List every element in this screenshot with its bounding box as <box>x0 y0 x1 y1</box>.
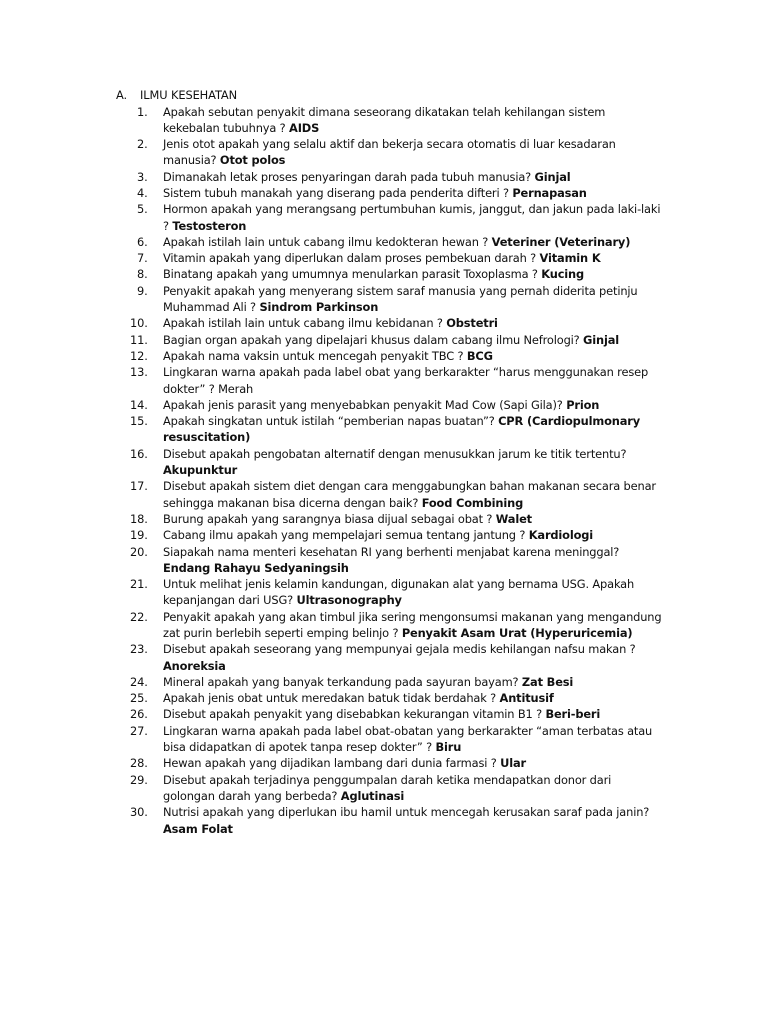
question-segment: Disebut apakah pengobatan alternatif dengan menusukkan jarum ke titik tertentu? <box>163 446 627 461</box>
question-segment: ? <box>163 218 173 233</box>
question-line <box>163 690 682 706</box>
question-number: 14. <box>130 397 148 412</box>
question-item <box>137 266 682 282</box>
question-segment: Hormon apakah yang merangsang pertumbuhan kumis, janggut, dan jakun pada laki-laki <box>163 202 661 217</box>
question-number: 13. <box>130 365 148 380</box>
question-item <box>137 136 682 169</box>
question-number: 1. <box>137 104 148 119</box>
question-item <box>137 201 682 234</box>
question-segment: Disebut apakah penyakit yang disebabkan kekurangan vitamin B1 ? <box>163 707 546 722</box>
question-number: 28. <box>130 756 148 771</box>
question-segment: zat purin berlebih seperti emping belinjo ? <box>163 626 402 640</box>
question-line <box>163 821 682 837</box>
question-line <box>163 511 682 527</box>
question-line <box>163 201 682 217</box>
question-item <box>130 348 682 364</box>
question-text <box>163 364 682 397</box>
question-line <box>163 299 682 315</box>
question-number: 30. <box>130 805 148 820</box>
answer-text: Penyakit Asam Urat (Hyperuricemia) <box>401 626 633 640</box>
question-line <box>163 283 682 299</box>
question-number: 27. <box>130 723 148 738</box>
question-line <box>163 266 682 282</box>
question-text <box>163 804 682 837</box>
question-line <box>163 625 682 641</box>
question-segment: Apakah jenis parasit yang menyebabkan penyakit Mad Cow (Sapi Gila)? <box>163 397 567 412</box>
question-number: 25. <box>130 691 148 706</box>
answer-text: Testosteron <box>172 218 247 233</box>
question-item <box>130 772 682 805</box>
section-heading <box>116 87 237 103</box>
question-text <box>163 527 682 543</box>
question-text <box>163 478 682 511</box>
answer-text: Kardiologi <box>528 528 594 543</box>
question-segment: Apakah istilah lain untuk cabang ilmu kebidanan ? <box>163 316 447 331</box>
question-segment: golongan darah yang berbeda? <box>163 788 341 803</box>
question-segment: Burung apakah yang sarangnya biasa dijual sebagai obat ? <box>163 511 496 526</box>
question-item <box>130 706 682 722</box>
question-item <box>130 315 682 331</box>
section-title: ILMU KESEHATAN <box>140 88 238 102</box>
question-line <box>163 250 682 266</box>
question-item <box>137 169 682 185</box>
answer-text: Ginjal <box>534 169 571 184</box>
question-line <box>163 804 682 820</box>
question-item <box>137 104 682 137</box>
answer-text: Otot polos <box>219 153 286 168</box>
question-number: 15. <box>130 414 148 429</box>
answer-text: Biru <box>435 740 462 755</box>
answer-text: Ular <box>500 756 526 771</box>
question-number: 21. <box>130 577 148 592</box>
question-item <box>130 576 682 609</box>
question-item <box>130 674 682 690</box>
answer-text: Zat Besi <box>521 674 574 689</box>
question-number: 6. <box>137 234 148 249</box>
question-line <box>163 136 682 152</box>
question-segment: Apakah istilah lain untuk cabang ilmu kedokteran hewan ? <box>163 234 492 249</box>
question-segment: Nutrisi apakah yang diperlukan ibu hamil untuk mencegah kerusakan saraf pada janin? <box>163 805 650 820</box>
question-line <box>163 560 682 576</box>
question-segment: sehingga makanan bisa dicerna dengan baik? <box>163 495 422 510</box>
question-line <box>163 772 682 788</box>
answer-text: CPR (Cardiopulmonary <box>498 414 640 429</box>
question-text <box>163 104 682 137</box>
question-line <box>163 641 682 657</box>
answer-text: Asam Folat <box>163 821 233 836</box>
question-text <box>163 234 682 250</box>
question-line <box>163 706 682 722</box>
question-line <box>163 413 682 429</box>
answer-text: resuscitation) <box>163 430 251 445</box>
question-line <box>163 723 682 739</box>
question-item <box>137 283 682 316</box>
question-item <box>130 478 682 511</box>
question-line <box>163 364 682 380</box>
question-segment: Lingkaran warna apakah pada label obat yang berkarakter “harus menggunakan resep <box>163 365 649 380</box>
question-number: 10. <box>130 316 148 331</box>
question-text <box>163 609 682 642</box>
question-item <box>130 511 682 527</box>
question-item <box>137 185 682 201</box>
question-line <box>163 674 682 690</box>
question-segment: dokter” ? Merah <box>163 381 254 396</box>
question-line <box>163 576 682 592</box>
question-line <box>163 462 682 478</box>
answer-text: Prion <box>566 397 600 412</box>
question-number: 18. <box>130 511 148 526</box>
answer-text: Sindrom Parkinson <box>259 300 379 315</box>
question-item <box>130 332 682 348</box>
question-number: 26. <box>130 707 148 722</box>
question-segment: Muhammad Ali ? <box>163 300 260 315</box>
question-line <box>163 544 682 560</box>
question-line <box>163 120 682 136</box>
question-number: 2. <box>137 137 148 152</box>
question-line <box>163 495 682 511</box>
question-number: 24. <box>130 674 148 689</box>
question-text <box>163 136 682 169</box>
answer-text: Ginjal <box>583 332 620 347</box>
question-number: 3. <box>137 169 148 184</box>
question-item <box>130 544 682 577</box>
answer-text: Walet <box>495 511 532 526</box>
question-number: 12. <box>130 348 148 363</box>
answer-text: Vitamin K <box>539 251 601 266</box>
question-line <box>163 446 682 462</box>
question-line <box>163 527 682 543</box>
question-line <box>163 332 682 348</box>
question-text <box>163 544 682 577</box>
question-text <box>163 511 682 527</box>
answer-text: Veteriner (Veterinary) <box>491 234 631 249</box>
question-segment: Lingkaran warna apakah pada label obat-obatan yang berkarakter “aman terbatas atau <box>163 723 653 738</box>
question-item <box>130 755 682 771</box>
question-segment: Apakah singkatan untuk istilah “pemberian napas buatan”? <box>163 414 499 429</box>
question-item <box>130 723 682 756</box>
question-number: 16. <box>130 446 148 461</box>
question-number: 5. <box>137 202 148 217</box>
question-segment: Vitamin apakah yang diperlukan dalam proses pembekuan darah ? <box>163 251 540 266</box>
question-line <box>163 658 682 674</box>
answer-text: Beri-beri <box>545 707 601 722</box>
question-segment: Untuk melihat jenis kelamin kandungan, digunakan alat yang bernama USG. Apakah <box>163 577 635 592</box>
question-line <box>163 429 682 445</box>
question-item <box>130 527 682 543</box>
question-item <box>130 397 682 413</box>
question-text <box>163 576 682 609</box>
question-segment: Apakah jenis obat untuk meredakan batuk tidak berdahak ? <box>163 691 500 706</box>
question-item <box>130 690 682 706</box>
question-text <box>163 723 682 756</box>
question-number: 29. <box>130 772 148 787</box>
question-text <box>163 332 682 348</box>
question-segment: Dimanakah letak proses penyaringan darah pada tubuh manusia? <box>163 169 535 184</box>
question-line <box>163 381 682 397</box>
question-text <box>163 772 682 805</box>
question-line <box>163 609 682 625</box>
answer-text: Obstetri <box>446 316 498 331</box>
question-item <box>130 609 682 642</box>
question-number: 7. <box>137 251 148 266</box>
question-text <box>163 446 682 479</box>
question-number: 23. <box>130 642 148 657</box>
answer-text: Anoreksia <box>163 658 226 673</box>
question-line <box>163 592 682 608</box>
question-segment: Hewan apakah yang dijadikan lambang dari dunia farmasi ? <box>163 756 501 771</box>
answer-text: BCG <box>466 348 493 363</box>
question-line <box>163 218 682 234</box>
question-item <box>130 364 682 397</box>
section-letter: A. <box>116 88 128 102</box>
question-text <box>163 706 682 722</box>
question-segment: Mineral apakah yang banyak terkandung pada sayuran bayam? <box>163 674 522 689</box>
question-text <box>163 641 682 674</box>
question-number: 20. <box>130 544 148 559</box>
question-text <box>163 690 682 706</box>
question-segment: bisa didapatkan di apotek tanpa resep dokter” ? <box>163 740 436 755</box>
question-segment: Apakah sebutan penyakit dimana seseorang dikatakan telah kehilangan sistem <box>163 104 606 119</box>
answer-text: Akupunktur <box>163 463 238 478</box>
question-line <box>163 788 682 804</box>
question-segment: Disebut apakah seseorang yang mempunyai gejala medis kehilangan nafsu makan ? <box>163 642 636 657</box>
question-line <box>163 397 682 413</box>
answer-text: Ultrasonography <box>296 593 402 608</box>
question-text <box>163 413 682 446</box>
question-segment: manusia? <box>163 153 220 168</box>
question-line <box>163 739 682 755</box>
question-segment: Disebut apakah terjadinya penggumpalan darah ketika mendapatkan donor dari <box>163 772 612 787</box>
question-line <box>163 348 682 364</box>
question-segment: kekebalan tubuhnya ? <box>163 120 290 135</box>
question-segment: Binatang apakah yang umumnya menularkan parasit Toxoplasma ? <box>163 267 542 282</box>
question-item <box>137 250 682 266</box>
question-text <box>163 397 682 413</box>
question-number: 22. <box>130 609 148 624</box>
answer-text: Antitusif <box>499 691 554 706</box>
question-segment: Disebut apakah sistem diet dengan cara menggabungkan bahan makanan secara benar <box>163 479 656 494</box>
question-segment: Penyakit apakah yang menyerang sistem saraf manusia yang pernah diderita petinju <box>163 283 638 298</box>
answer-text: Endang Rahayu Sedyaningsih <box>163 560 349 575</box>
question-segment: Penyakit apakah yang akan timbul jika sering mengonsumsi makanan yang mengandung <box>163 609 662 624</box>
answer-text: AIDS <box>289 120 320 135</box>
answer-text: Aglutinasi <box>340 788 405 803</box>
question-item <box>130 413 682 446</box>
question-item <box>130 446 682 479</box>
question-number: 11. <box>130 332 148 347</box>
question-item <box>130 804 682 837</box>
question-number: 9. <box>137 283 148 298</box>
question-item <box>130 641 682 674</box>
question-number: 19. <box>130 528 148 543</box>
question-list <box>130 104 682 837</box>
question-text <box>163 250 682 266</box>
question-text <box>163 674 682 690</box>
question-text <box>163 283 682 316</box>
question-text <box>163 266 682 282</box>
question-segment: kepanjangan dari USG? <box>163 593 297 608</box>
question-line <box>163 755 682 771</box>
question-number: 4. <box>137 185 148 200</box>
question-line <box>163 152 682 168</box>
question-text <box>163 755 682 771</box>
question-line <box>163 315 682 331</box>
answer-text: Pernapasan <box>512 185 587 200</box>
answer-text: Food Combining <box>421 495 524 510</box>
answer-text: Kucing <box>541 267 585 282</box>
question-line <box>163 169 682 185</box>
question-line <box>163 234 682 250</box>
question-text <box>163 315 682 331</box>
question-line <box>163 478 682 494</box>
question-text <box>163 169 682 185</box>
question-line <box>163 185 682 201</box>
question-line <box>163 104 682 120</box>
question-text <box>163 348 682 364</box>
question-segment: Cabang ilmu apakah yang mempelajari semua tentang jantung ? <box>163 528 529 543</box>
question-text <box>163 185 682 201</box>
question-text <box>163 201 682 234</box>
question-item <box>137 234 682 250</box>
question-segment: Sistem tubuh manakah yang diserang pada penderita difteri ? <box>163 185 513 200</box>
question-number: 8. <box>137 267 148 282</box>
question-number: 17. <box>130 479 148 494</box>
question-segment: Siapakah nama menteri kesehatan RI yang berhenti menjabat karena meninggal? <box>163 544 620 559</box>
question-segment: Bagian organ apakah yang dipelajari khusus dalam cabang ilmu Nefrologi? <box>163 332 584 347</box>
question-segment: Apakah nama vaksin untuk mencegah penyakit TBC ? <box>163 348 467 363</box>
question-segment: Jenis otot apakah yang selalu aktif dan bekerja secara otomatis di luar kesadaran <box>163 137 616 152</box>
